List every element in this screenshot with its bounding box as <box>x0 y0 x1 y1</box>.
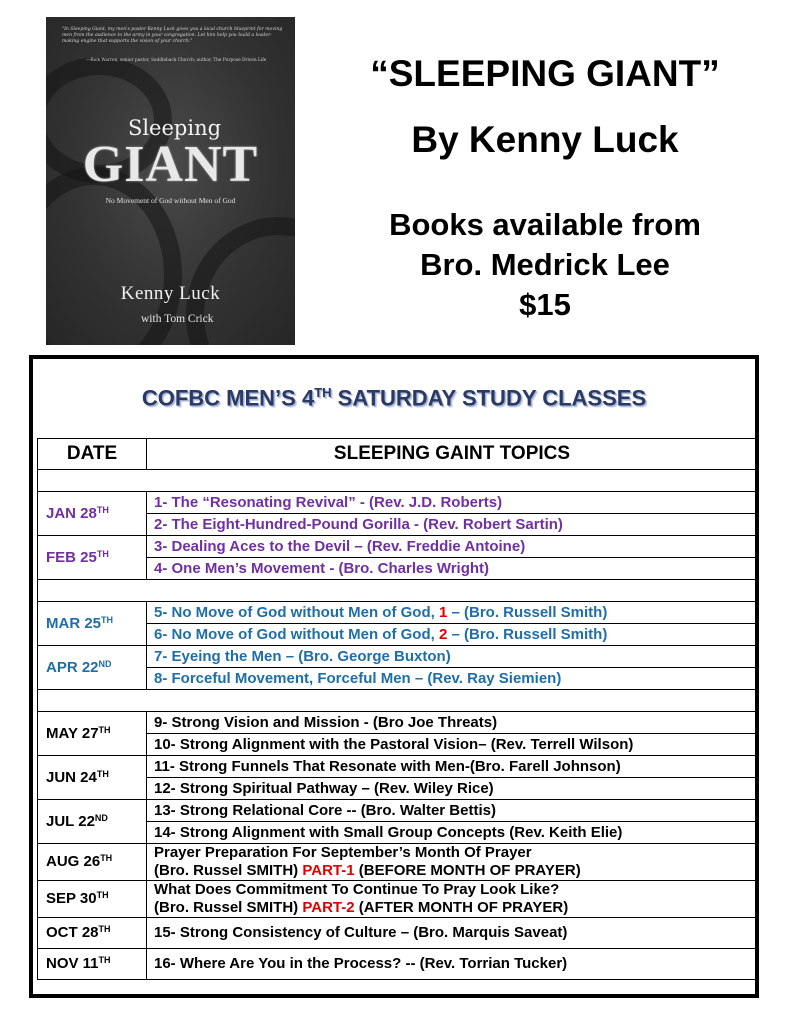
topic-cell: 11- Strong Funnels That Resonate with Men-(Bro. Farell Johnson) <box>147 756 758 778</box>
price: $15 <box>519 287 571 322</box>
availability-text <box>320 205 770 325</box>
topic-cell: 4- One Men’s Movement - (Bro. Charles Wright) <box>147 558 758 580</box>
topic-cell: 6- No Move of God without Men of God, 2 – (Bro. Russell Smith) <box>147 624 758 646</box>
date-cell: JAN 28TH <box>38 492 147 536</box>
schedule-title <box>33 385 755 411</box>
topic-cell: 9- Strong Vision and Mission - (Bro Joe Threats) <box>147 712 758 734</box>
table-row <box>38 844 758 881</box>
topic-cell: 16- Where Are You in the Process? -- (Rev. Torrian Tucker) <box>147 949 758 980</box>
table-row <box>38 536 758 558</box>
table-row <box>38 492 758 514</box>
availability-line2: Bro. Medrick Lee <box>420 247 670 282</box>
cover-blurb: "In Sleeping Giant, my men's pastor Kenny Luck gives you a local church blueprint for moving men from the audience to the army in your congregation. Let him help you build a leader-making engine that supports the vision of your church." <box>62 27 283 44</box>
date-cell: JUN 24TH <box>38 756 147 800</box>
date-cell: MAY 27TH <box>38 712 147 756</box>
table-row <box>38 756 758 778</box>
schedule-title-sup: TH <box>314 385 332 400</box>
topic-cell: 10- Strong Alignment with the Pastoral Vision– (Rev. Terrell Wilson) <box>147 734 758 756</box>
date-column-header: DATE <box>38 439 147 470</box>
topic-cell: Prayer Preparation For September’s Month Of Prayer (Bro. Russel SMITH) PART-1 (BEFORE MONTH OF PRAYER) <box>147 844 758 881</box>
table-row <box>38 949 758 980</box>
table-row <box>38 800 758 822</box>
date-cell: NOV 11TH <box>38 949 147 980</box>
topic-cell: 12- Strong Spiritual Pathway – (Rev. Wiley Rice) <box>147 778 758 800</box>
topic-cell: What Does Commitment To Continue To Pray Look Like? (Bro. Russel SMITH) PART-2 (AFTER MONTH OF PRAYER) <box>147 881 758 918</box>
cover-ornament <box>186 217 295 345</box>
topic-cell: 13- Strong Relational Core -- (Bro. Walter Bettis) <box>147 800 758 822</box>
spacer-row <box>38 580 758 602</box>
book-cover <box>46 17 295 345</box>
book-author-heading: By Kenny Luck <box>411 119 679 160</box>
date-cell: JUL 22ND <box>38 800 147 844</box>
cover-author: Kenny Luck <box>120 283 221 304</box>
date-cell: OCT 28TH <box>38 918 147 949</box>
book-title-heading: “SLEEPING GIANT” <box>370 53 720 94</box>
table-header-row <box>38 439 758 470</box>
cover-coauthor: with Tom Crick <box>141 313 214 325</box>
availability-line1: Books available from <box>389 207 701 242</box>
schedule-table <box>37 438 758 980</box>
topic-cell: 5- No Move of God without Men of God, 1 – (Bro. Russell Smith) <box>147 602 758 624</box>
date-cell: AUG 26TH <box>38 844 147 881</box>
table-row <box>38 712 758 734</box>
schedule-title-post: SATURDAY STUDY CLASSES <box>331 385 647 411</box>
date-cell: FEB 25TH <box>38 536 147 580</box>
table-row <box>38 646 758 668</box>
topic-cell: 15- Strong Consistency of Culture – (Bro. Marquis Saveat) <box>147 918 758 949</box>
table-row <box>38 881 758 918</box>
cover-subtitle: No Movement of God without Men of God <box>105 196 236 205</box>
table-row <box>38 918 758 949</box>
cover-title-line1: Sleeping <box>127 116 222 140</box>
topic-cell: 2- The Eight-Hundred-Pound Gorilla - (Rev. Robert Sartin) <box>147 514 758 536</box>
date-cell: APR 22ND <box>38 646 147 690</box>
date-cell: MAR 25TH <box>38 602 147 646</box>
date-cell: SEP 30TH <box>38 881 147 918</box>
topic-cell: 14- Strong Alignment with Small Group Concepts (Rev. Keith Elie) <box>147 822 758 844</box>
topic-cell: 3- Dealing Aces to the Devil – (Rev. Freddie Antoine) <box>147 536 758 558</box>
topic-cell: 8- Forceful Movement, Forceful Men – (Rev. Ray Siemien) <box>147 668 758 690</box>
spacer-row <box>38 470 758 492</box>
schedule-box <box>29 355 759 998</box>
schedule-title-pre: COFBC MEN’S 4 <box>141 385 315 411</box>
cover-title-line2: GIANT <box>82 136 259 193</box>
topics-column-header: SLEEPING GAINT TOPICS <box>147 439 758 470</box>
topic-cell: 1- The “Resonating Revival” - (Rev. J.D. Roberts) <box>147 492 758 514</box>
table-row <box>38 602 758 624</box>
topic-cell: 7- Eyeing the Men – (Bro. George Buxton) <box>147 646 758 668</box>
spacer-row <box>38 690 758 712</box>
cover-blurb-cite: —Rick Warren, senior pastor, Saddleback Church; author, The Purpose Driven Life <box>86 58 267 63</box>
